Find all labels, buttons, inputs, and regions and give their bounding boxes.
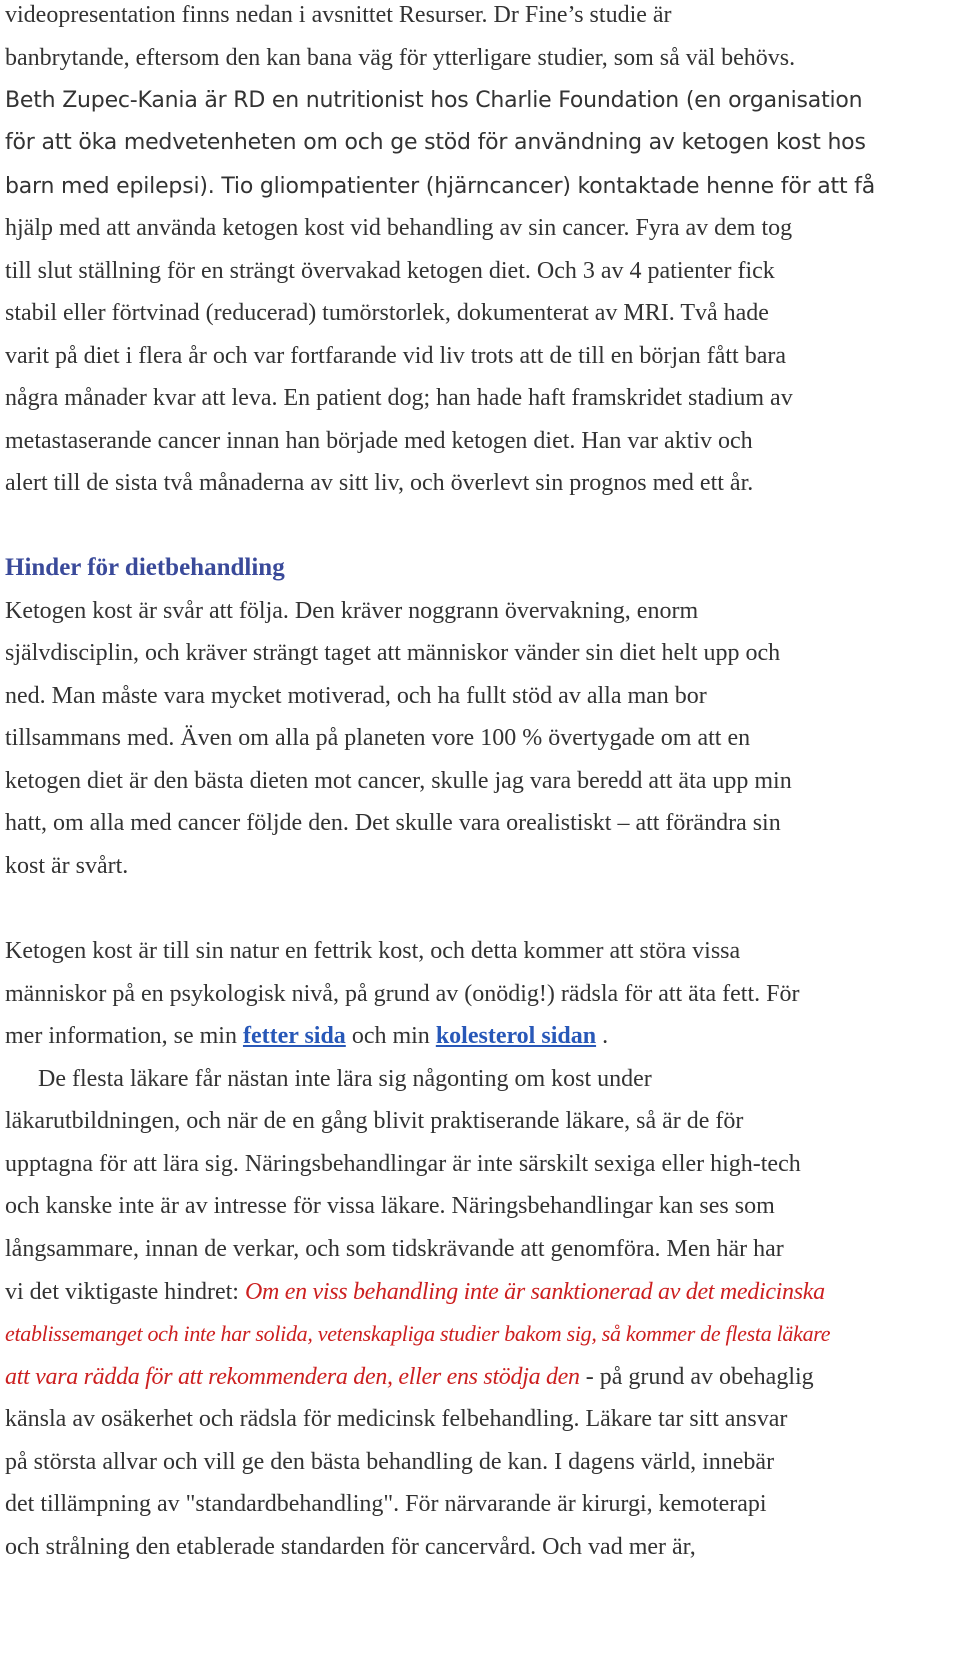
text-span: och min: [345, 1023, 436, 1049]
text-line: [5, 1021, 608, 1051]
text-line: [5, 1362, 814, 1392]
text-span: barn med epilepsi).: [5, 174, 215, 199]
text-line: läkarutbildningen, och när de en gång blivit praktiserande läkare, så är de för: [5, 1108, 744, 1134]
kolesterol-sidan-link[interactable]: kolesterol sidan: [435, 1023, 597, 1049]
text-line: Beth Zupec-Kania är RD en nutritionist hos Charlie Foundation (en organisation: [5, 88, 863, 113]
text-line: Ketogen kost är svår att följa. Den kräver noggrann övervakning, enorm: [5, 598, 699, 624]
text-line: och strålning den etablerade standarden för cancervård. Och vad mer är,: [5, 1534, 696, 1560]
text-line: människor på en psykologisk nivå, på grund av (onödig!) rädsla för att äta fett. För: [5, 981, 800, 1007]
text-line: känsla av osäkerhet och rädsla för medicinsk felbehandling. Läkare tar sitt ansvar: [5, 1406, 788, 1432]
text-span: mer information, se min: [5, 1023, 243, 1049]
text-line: ketogen diet är den bästa dieten mot cancer, skulle jag vara beredd att äta upp min: [5, 768, 792, 794]
text-line: stabil eller förtvinad (reducerad) tumörstorlek, dokumenterat av MRI. Två hade: [5, 300, 769, 326]
fetter-sida-link[interactable]: fetter sida: [242, 1023, 346, 1049]
section-heading: Hinder för dietbehandling: [5, 554, 285, 581]
text-line: för att öka medvetenheten om och ge stöd för användning av ketogen kost hos: [5, 130, 866, 155]
text-span: - på grund av obehaglig: [579, 1364, 814, 1390]
text-line: det tillämpning av "standardbehandling". För närvarande är kirurgi, kemoterapi: [5, 1491, 767, 1517]
emphasis-text: Om en viss behandling inte är sanktionerad av det medicinska: [244, 1279, 825, 1305]
text-line: varit på diet i flera år och var fortfarande vid liv trots att de till en början fått bara: [5, 343, 787, 369]
text-line: självdisciplin, och kräver strängt taget att människor vänder sin diet helt upp och: [5, 640, 781, 666]
text-span: .: [596, 1023, 609, 1049]
emphasis-text: att vara rädda för att rekommendera den, eller ens stödja den: [5, 1364, 580, 1390]
text-line: [5, 1277, 825, 1307]
text-line: banbrytande, eftersom den kan bana väg för ytterligare studier, som så väl behövs.: [5, 45, 796, 71]
text-line: upptagna för att lära sig. Näringsbehandlingar är inte särskilt sexiga eller high-tech: [5, 1151, 801, 1177]
text-line: och kanske inte är av intresse för vissa läkare. Näringsbehandlingar kan ses som: [5, 1193, 775, 1219]
text-line: Ketogen kost är till sin natur en fettrik kost, och detta kommer att störa vissa: [5, 938, 741, 964]
text-line: till slut ställning för en strängt övervakad ketogen diet. Och 3 av 4 patienter fick: [5, 258, 775, 284]
text-line: hjälp med att använda ketogen kost vid behandling av sin cancer. Fyra av dem tog: [5, 215, 793, 241]
text-line: metastaserande cancer innan han började med ketogen diet. Han var aktiv och: [5, 428, 753, 454]
text-line: De flesta läkare får nästan inte lära sig någonting om kost under: [38, 1066, 652, 1092]
text-line: hatt, om alla med cancer följde den. Det skulle vara orealistiskt – att förändra sin: [5, 810, 781, 836]
text-line: alert till de sista två månaderna av sitt liv, och överlevt sin prognos med ett år.: [5, 470, 754, 496]
text-line: [5, 171, 875, 201]
emphasis-text: etablissemanget och inte har solida, vetenskapliga studier bakom sig, så kommer de flesta läkare: [5, 1321, 831, 1346]
text-line: ned. Man måste vara mycket motiverad, och ha fullt stöd av alla man bor: [5, 683, 707, 709]
text-span: Tio gliompatienter (hjärncancer) kontaktade henne för att få: [214, 174, 876, 199]
text-line: några månader kvar att leva. En patient dog; han hade haft framskridet stadium av: [5, 385, 793, 411]
text-line: videopresentation finns nedan i avsnittet Resurser. Dr Fine’s studie är: [5, 2, 672, 28]
text-line: långsammare, innan de verkar, och som tidskrävande att genomföra. Men här har: [5, 1236, 784, 1262]
text-span: vi det viktigaste hindret:: [5, 1279, 245, 1305]
text-line: på största allvar och vill ge den bästa behandling de kan. I dagens värld, innebär: [5, 1449, 775, 1475]
text-line: tillsammans med. Även om alla på planeten vore 100 % övertygade om att en: [5, 725, 751, 751]
text-line: kost är svårt.: [5, 853, 129, 879]
